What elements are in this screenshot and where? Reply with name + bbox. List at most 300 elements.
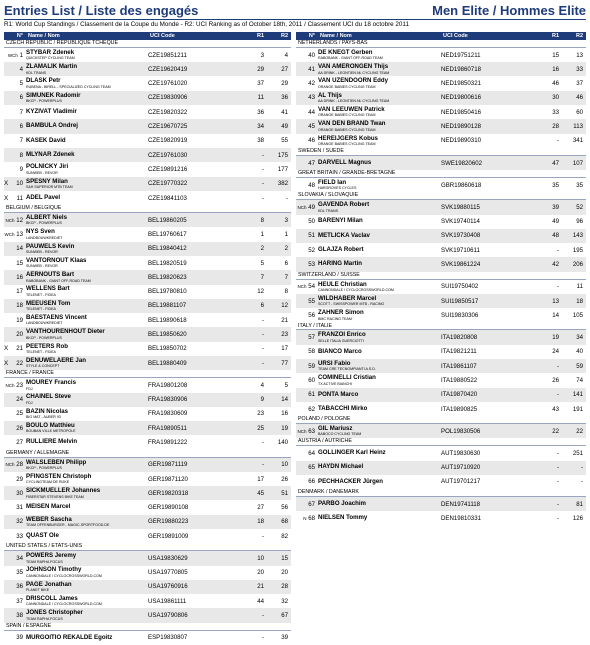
rider-number xyxy=(296,123,318,130)
uci-code: FRA19830609 xyxy=(148,410,188,418)
rider-number-value: 35 xyxy=(16,569,23,577)
team-name: PLANET BIKE xyxy=(26,588,50,593)
uci-code: SUI19830306 xyxy=(441,311,479,319)
team-name: ORANGE BABIES CYCLING TEAM xyxy=(318,84,376,89)
rider-name: PARBO Joachim xyxy=(318,499,366,507)
withdrawn-mark: X xyxy=(4,345,9,353)
rider-name: URSI Fabio xyxy=(318,359,351,367)
rank-r1: - xyxy=(556,478,559,486)
rank-r2: 2 xyxy=(284,245,288,253)
rank-r1: 8 xyxy=(260,216,264,224)
rider-number-value: 64 xyxy=(308,449,315,457)
rider-number xyxy=(296,204,318,211)
nation-header: NETHERLANDS / PAYS-BAS xyxy=(296,40,586,48)
uci-code: ESP19830807 xyxy=(148,634,188,642)
rider-name-cell xyxy=(318,426,441,436)
rider-name: VAN DEN BRAND Twan xyxy=(318,120,386,128)
rank-r1: 20 xyxy=(257,569,264,577)
col-header-name: Name / Nom xyxy=(28,33,60,39)
rider-name-cell xyxy=(26,286,148,296)
rank-r2: - xyxy=(580,478,583,486)
team-name: TELENET - FIDEA xyxy=(26,292,56,297)
uci-code: SVK19880115 xyxy=(441,203,480,211)
rider-number-value: 46 xyxy=(308,137,315,145)
rider-name: NYS Sven xyxy=(26,228,55,236)
title-badge: N xyxy=(303,515,307,521)
col-header-code: UCI Code xyxy=(150,33,175,39)
rider-number xyxy=(4,231,26,238)
rider-number-value: 63 xyxy=(308,427,315,435)
rank-r1: 24 xyxy=(552,348,559,356)
rider-name: GIL Mariusz xyxy=(318,425,353,432)
rank-r2: 20 xyxy=(281,569,288,577)
table-row xyxy=(296,280,586,294)
uci-code: AUT19710920 xyxy=(441,464,481,472)
table-row xyxy=(296,105,586,119)
uci-code: ITA19870420 xyxy=(441,391,478,399)
rider-name: CHAINEL Steve xyxy=(26,393,71,401)
rider-number-value: 18 xyxy=(16,302,23,310)
rank-r2: 52 xyxy=(576,203,583,211)
rider-number xyxy=(4,245,26,252)
rider-name: BAESTAENS Vincent xyxy=(26,314,87,322)
rider-name-cell xyxy=(26,567,148,577)
rider-name-cell xyxy=(26,582,148,592)
rider-number-value: 13 xyxy=(16,230,23,238)
rider-number xyxy=(4,166,26,173)
title-badge: WCh xyxy=(4,231,15,237)
team-name: SUNWEB - REVOR xyxy=(26,249,58,254)
rider-number-value: 39 xyxy=(16,634,23,642)
table-row xyxy=(4,299,291,313)
table-row xyxy=(296,497,586,511)
rank-r2: 26 xyxy=(281,475,288,483)
rank-r2: 195 xyxy=(572,246,583,254)
rider-number xyxy=(4,302,26,309)
rank-r2: 4 xyxy=(284,51,288,59)
table-row xyxy=(4,91,291,105)
team-name: AA DRINK - LEONTIEN.NL CYCLING TEAM xyxy=(318,99,390,104)
rank-r1: 33 xyxy=(552,108,559,116)
rank-r1: 35 xyxy=(552,181,559,189)
team-name: LANDBOUWKREDIET xyxy=(26,235,63,240)
rider-name-cell xyxy=(26,439,148,445)
rank-r2: 35 xyxy=(576,181,583,189)
rank-r1: - xyxy=(556,464,559,472)
rank-r1: 12 xyxy=(257,288,264,296)
uci-code: BEL19840412 xyxy=(148,245,187,253)
rank-r1: 44 xyxy=(257,597,264,605)
rider-name: JONES Christopher xyxy=(26,609,83,617)
rank-r1: - xyxy=(261,532,264,540)
table-row xyxy=(4,631,291,645)
rider-number xyxy=(4,137,26,144)
rider-number-value: 38 xyxy=(16,612,23,620)
title-right: Men Elite / Hommes Elite xyxy=(432,3,586,18)
rider-name: DRISCOLL James xyxy=(26,595,78,603)
rank-r2: 18 xyxy=(576,297,583,305)
rank-r2: 22 xyxy=(576,427,583,435)
nation-header: AUSTRIA / AUTRICHE xyxy=(296,438,586,446)
uci-code: CZE19761030 xyxy=(148,151,188,159)
rank-r2: 34 xyxy=(576,334,583,342)
table-row xyxy=(4,500,291,514)
nation-header: CZECH REPUBLIC / REPUBLIQUE TCHEQUE xyxy=(4,40,291,48)
rider-number-value: 11 xyxy=(16,194,23,202)
table-row xyxy=(296,330,586,344)
rider-name: ZAHNER Simon xyxy=(318,309,364,317)
rider-number xyxy=(4,634,26,641)
rider-number xyxy=(296,160,318,167)
rider-name: STYBAR Zdenek xyxy=(26,48,75,56)
team-name: TEAM RAPHA FOCUS xyxy=(26,559,63,564)
uci-code: NED19890310 xyxy=(441,137,481,145)
rank-r1: - xyxy=(261,345,264,353)
uci-code: NED19850321 xyxy=(441,80,481,88)
rider-number-value: 65 xyxy=(308,464,315,472)
table-row xyxy=(4,242,291,256)
uci-code: AUT19830630 xyxy=(441,449,481,457)
uci-code: CZE19841103 xyxy=(148,194,187,202)
team-name: CYCLINGTEAM DE RIJKE xyxy=(26,480,70,485)
team-name: ORANGE BABIES CYCLING TEAM xyxy=(318,142,376,147)
team-name: BKCP - POWERPLUS xyxy=(26,221,62,226)
uci-code: USA19760916 xyxy=(148,583,188,591)
rank-r2: 17 xyxy=(281,345,288,353)
rank-r1: 48 xyxy=(552,232,559,240)
nation-header: ITALY / ITALIE xyxy=(296,323,586,331)
rank-r1: 22 xyxy=(552,427,559,435)
rider-name: ZLAMALIK Martin xyxy=(26,63,78,71)
rank-r1: 28 xyxy=(552,123,559,131)
rider-number xyxy=(4,331,26,338)
rider-number xyxy=(296,109,318,116)
table-row xyxy=(4,407,291,421)
rider-number-value: 1 xyxy=(19,51,23,59)
uci-code: GBR19860618 xyxy=(441,181,482,189)
rider-name: FIELD Ian xyxy=(318,178,347,186)
rider-number xyxy=(4,598,26,605)
rank-r2: 5 xyxy=(284,381,288,389)
rider-name: NIELSEN Tommy xyxy=(318,514,368,522)
nation-header: SWITZERLAND / SUISSE xyxy=(296,272,586,280)
rank-r1: - xyxy=(261,612,264,620)
col-header-name: Name / Nom xyxy=(320,33,352,39)
rider-name-cell xyxy=(318,332,441,342)
nation-header: BELGIUM / BELGIQUE xyxy=(4,205,291,213)
rank-r1: 45 xyxy=(257,489,264,497)
uci-code: BEL19820623 xyxy=(148,273,187,281)
table-row xyxy=(4,551,291,565)
rank-r2: 341 xyxy=(572,137,583,145)
rider-number-value: 34 xyxy=(16,554,23,562)
nation-header: FRANCE / FRANCE xyxy=(4,370,291,378)
rank-r1: 7 xyxy=(260,273,264,281)
table-row xyxy=(4,285,291,299)
rider-name-cell xyxy=(318,107,441,117)
rider-name: SICKMUELLER Johannes xyxy=(26,487,101,495)
rider-name-cell xyxy=(318,202,441,212)
rider-number-value: 58 xyxy=(308,348,315,356)
uci-code: FRA19830906 xyxy=(148,396,188,404)
rider-name-cell xyxy=(318,479,441,485)
rank-r2: 28 xyxy=(281,583,288,591)
rider-name: KYZIVAT Vladimir xyxy=(26,108,77,116)
nation-header: UNITED STATES / ETATS-UNIS xyxy=(4,543,291,551)
rider-name-cell xyxy=(318,261,441,267)
rider-number-value: 19 xyxy=(16,316,23,324)
rider-number xyxy=(296,377,318,384)
rider-number-value: 49 xyxy=(308,203,315,211)
rider-name: KASEK David xyxy=(26,136,66,144)
rider-name: HEULE Christian xyxy=(318,280,367,288)
team-name: ORANGE BABIES CYCLING TEAM xyxy=(318,113,376,118)
rank-r2: 10 xyxy=(281,461,288,469)
rider-number xyxy=(4,152,26,159)
rider-number xyxy=(296,515,318,522)
rider-name-cell xyxy=(318,136,441,146)
rider-name-cell xyxy=(318,50,441,60)
uci-code: FRA19891222 xyxy=(148,439,188,447)
rider-name-cell xyxy=(26,93,148,103)
table-row xyxy=(4,48,291,62)
uci-code: NED19800616 xyxy=(441,94,481,102)
uci-code: NED19751211 xyxy=(441,51,481,59)
rider-number xyxy=(296,94,318,101)
rank-r2: 141 xyxy=(572,391,583,399)
nation-header: SLOVAKIA / SLOVAQUIE xyxy=(296,192,586,200)
table-row xyxy=(4,342,291,356)
table-header xyxy=(4,32,291,40)
rank-r1: - xyxy=(261,461,264,469)
rider-name-cell xyxy=(318,218,441,224)
rider-name-cell xyxy=(26,152,148,158)
rider-name-cell xyxy=(318,361,441,371)
col-header-r2: R2 xyxy=(280,33,288,39)
team-name: LANDBOUWKREDIET xyxy=(26,321,63,326)
rider-number xyxy=(296,348,318,355)
rider-name: WALSLEBEN Philipp xyxy=(26,458,87,466)
rider-name-cell xyxy=(26,229,148,239)
rider-name-cell xyxy=(318,296,441,306)
rider-number xyxy=(4,66,26,73)
rider-number-value: 26 xyxy=(16,424,23,432)
table-row xyxy=(296,91,586,105)
table-row xyxy=(296,359,586,373)
rider-number-value: 56 xyxy=(308,311,315,319)
rank-r1: 5 xyxy=(260,259,264,267)
rank-r2: 143 xyxy=(572,232,583,240)
rank-r1: 14 xyxy=(552,311,559,319)
rider-number xyxy=(296,182,318,189)
rider-number-value: 42 xyxy=(308,80,315,88)
rider-name: RULLIERE Melvin xyxy=(26,438,78,446)
rider-name: GLAJZA Robert xyxy=(318,246,364,254)
rider-number xyxy=(4,461,26,468)
rank-r2: 140 xyxy=(277,439,288,447)
rider-number-value: 27 xyxy=(16,439,23,447)
rider-number-value: 6 xyxy=(19,123,23,131)
rider-name: PEETERS Rob xyxy=(26,342,68,350)
nation-header: GERMANY / ALLEMAGNE xyxy=(4,450,291,458)
rider-name-cell xyxy=(26,215,148,225)
rank-r2: 29 xyxy=(281,80,288,88)
rider-number-value: 16 xyxy=(16,273,23,281)
table-row xyxy=(4,393,291,407)
table-row xyxy=(4,327,291,341)
team-name: FDJ xyxy=(26,400,33,405)
title-badge: NCh xyxy=(5,462,15,468)
rank-r2: 16 xyxy=(281,410,288,418)
rider-number-value: 31 xyxy=(16,504,23,512)
rank-r1: - xyxy=(261,180,264,188)
table-row xyxy=(4,356,291,370)
table-row xyxy=(4,162,291,176)
rider-name: MEEUSEN Tom xyxy=(26,299,71,307)
uci-code: CZE19820919 xyxy=(148,137,188,145)
uci-code: USA19861111 xyxy=(148,597,187,605)
col-header-n: N° xyxy=(16,33,23,39)
title-badge: WCh xyxy=(7,52,18,58)
rider-number xyxy=(4,288,26,295)
rank-r1: 37 xyxy=(257,80,264,88)
rider-name-cell xyxy=(318,406,441,412)
rider-number xyxy=(296,464,318,471)
rank-r1: 36 xyxy=(257,108,264,116)
team-name: FIBERSTAR STEVENS BIKE TEAM xyxy=(26,494,84,499)
rider-number-value: 41 xyxy=(308,65,315,73)
rank-r1: 13 xyxy=(552,297,559,305)
rank-r2: 77 xyxy=(281,359,288,367)
table-row xyxy=(4,608,291,622)
rider-name-cell xyxy=(26,474,148,484)
rank-r1: - xyxy=(556,246,559,254)
rank-r2: 32 xyxy=(281,597,288,605)
title-badge: NCh xyxy=(297,204,307,210)
table-row xyxy=(4,458,291,472)
rider-name: MLYNAR Zdenek xyxy=(26,150,75,158)
uci-code: CZE19770322 xyxy=(148,180,188,188)
rider-name: GAVENDA Robert xyxy=(318,201,370,209)
rank-r2: 46 xyxy=(576,94,583,102)
rider-name-cell xyxy=(26,164,148,174)
rider-number-value: 22 xyxy=(16,359,23,367)
rider-number xyxy=(296,312,318,319)
rider-name-cell xyxy=(26,610,148,620)
header-divider xyxy=(4,19,586,20)
rank-r1: - xyxy=(556,514,559,522)
table-row xyxy=(4,76,291,90)
uci-code: SUI19750402 xyxy=(441,283,479,291)
uci-code: ITA19890825 xyxy=(441,405,478,413)
rider-number xyxy=(4,382,26,389)
rider-name: TABACCHI Mirko xyxy=(318,404,368,412)
rider-number-value: 55 xyxy=(308,297,315,305)
rank-r2: 36 xyxy=(281,94,288,102)
rider-name: POWERS Jeremy xyxy=(26,552,77,560)
rank-r2: 74 xyxy=(576,376,583,384)
withdrawn-mark: X xyxy=(4,359,9,367)
nation-header: SWEDEN / SUEDE xyxy=(296,148,586,156)
rank-r1: 43 xyxy=(552,405,559,413)
rider-name: DE KNEGT Gerben xyxy=(318,48,373,56)
rank-r2: 27 xyxy=(281,65,288,73)
rider-number xyxy=(4,180,26,187)
title-badge: NCh xyxy=(5,382,15,388)
team-name: BOUBAN VILLE METROPOLE xyxy=(26,429,76,434)
rider-name-cell xyxy=(26,315,148,325)
rank-r2: 41 xyxy=(281,108,288,116)
page-header xyxy=(4,1,586,18)
uci-code: BEL19881107 xyxy=(148,302,187,310)
rider-number xyxy=(296,247,318,254)
rider-name-cell xyxy=(26,179,148,189)
rank-r2: 14 xyxy=(281,396,288,404)
rider-number-value: 48 xyxy=(308,181,315,189)
rank-r1: - xyxy=(261,194,264,202)
rider-number xyxy=(296,52,318,59)
rider-number-value: 14 xyxy=(16,245,23,253)
rider-number xyxy=(296,80,318,87)
rank-r1: 42 xyxy=(552,261,559,269)
rank-r1: 6 xyxy=(260,302,264,310)
rider-name: HEREIJGERS Kobus xyxy=(318,134,378,142)
rider-number-value: 9 xyxy=(19,165,23,173)
rider-number-value: 61 xyxy=(308,391,315,399)
uci-code: BEL19780810 xyxy=(148,288,187,296)
table-row xyxy=(4,270,291,284)
table-row xyxy=(296,156,586,170)
rider-name: DENUWELAERE Jan xyxy=(26,356,86,364)
rider-name-cell xyxy=(26,64,148,74)
rider-name-cell xyxy=(26,635,148,641)
uci-code: NED19860718 xyxy=(441,65,481,73)
rider-number xyxy=(296,298,318,305)
rider-name: AERNOUTS Bart xyxy=(26,271,75,279)
rider-number-value: 7 xyxy=(19,108,23,116)
rider-name: VANTHOURENHOUT Dieter xyxy=(26,328,105,336)
rank-r1: 17 xyxy=(257,475,264,483)
table-row xyxy=(4,177,291,191)
col-header-r2: R2 xyxy=(575,33,583,39)
rider-number-value: 44 xyxy=(308,108,315,116)
rank-r1: 15 xyxy=(552,51,559,59)
rider-name: WEBER Sascha xyxy=(26,515,72,523)
uci-code: SVK19730408 xyxy=(441,232,481,240)
team-name: BABOCO CYCLING TEAM xyxy=(318,432,362,437)
rider-number-value: 66 xyxy=(308,478,315,486)
uci-code: BEL19850620 xyxy=(148,331,187,339)
rider-name-cell xyxy=(318,349,441,355)
table-row xyxy=(296,48,586,62)
team-name: BKCP - POWERPLUS xyxy=(26,465,62,470)
rider-name-cell xyxy=(318,64,441,74)
rank-r1: 25 xyxy=(257,424,264,432)
rider-number xyxy=(296,391,318,398)
team-name: SCOTT - SWISSPOWER MTB - RACING xyxy=(318,302,385,307)
rider-name-cell xyxy=(26,394,148,404)
rider-name-cell xyxy=(26,596,148,606)
team-name: FDJ xyxy=(26,386,33,391)
rider-number xyxy=(4,555,26,562)
rank-r1: - xyxy=(261,331,264,339)
rider-name-cell xyxy=(318,515,441,521)
rider-name-cell xyxy=(26,244,148,254)
team-name: QUICKSTEP CYCLING TEAM xyxy=(26,56,75,61)
uci-code: CZE19761020 xyxy=(148,80,188,88)
rider-name: DLASK Petr xyxy=(26,77,61,85)
col-header-n: N° xyxy=(308,33,315,39)
